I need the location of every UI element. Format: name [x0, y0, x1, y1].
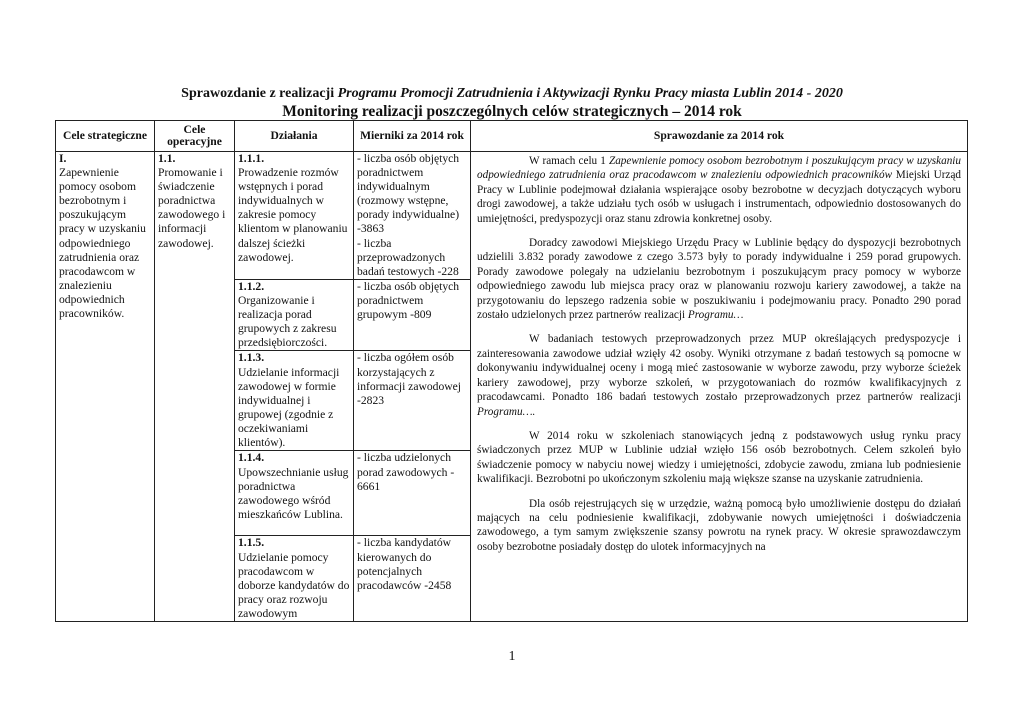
action-number: 1.1.1. — [238, 152, 265, 165]
operational-goal-number: 1.1. — [158, 152, 176, 165]
report-paragraph-1: W ramach celu 1 Zapewnienie pomocy osobom bezrobotnym i poszukującym pracy w uzyskaniu odpowiedniego zatrudnienia oraz pracodawcom w znalezieniu odpowiednich pracowników Miejski Urząd Pracy w Lublinie podejmował działania wspierające osoby bezrobotne w decyzjach dotyczących wyboru drogi zawodowej, a także udziału tych osób w usługach i instrumentach, odpowiednio dostosowanych do umiejętności, predyspozycji oraz stanu zdrowia konkretnej osoby. — [477, 155, 962, 225]
indicator-text: - liczba osób objętych poradnictwem grupowym -809 — [357, 280, 460, 322]
report-paragraph-2: Doradcy zawodowi Miejskiego Urzędu Pracy w Lublinie będący do dyspozycji bezrobotnych udzielili 3.832 porady zawodowe z czego 3.573 były to porady indywidualne i 259 porad grupowych. Porady zawodowe polegały na udzielaniu bezrobotnym i poszukującym pracy pomocy w wyborze odpowiedniego zawodu lub miejsca pracy oraz w planowaniu rozwoju kariery zawodowej, a także na przygotowaniu do lepszego radzenia sobie w poszukiwaniu i podejmowaniu pracy. Ponadto 290 porad zostało udzielonych przez partnerów realizacji Programu… — [477, 237, 961, 322]
action-text: Udzielanie pomocy pracodawcom w doborze kandydatów do pracy oraz rozwoju zawodowym — [238, 550, 350, 620]
action-cell — [235, 280, 354, 351]
title-text: Sprawozdanie z realizacji — [181, 86, 338, 101]
report-paragraph-3: W badaniach testowych przeprowadzonych przez MUP określających predyspozycje i zainteresowania zawodowe udział wzięły 42 osoby. Wyniki otrzymane z badań testowych są pomocne w dokonywaniu indywidualnej oceny i mogą mieć zastosowanie w wyborze zawodu, przy wyborze ścieżek kariery zawodowej, przy wyborze szkoleń, w przygotowaniach do rozmów kwalifikacyjnych z pracodawcami. Ponadto 186 badań testowych zostało przeprowadzonych przez partnerów realizacji Programu…. — [477, 333, 961, 418]
action-text: Organizowanie i realizacja porad grupowych z zakresu przedsiębiorczości. — [238, 294, 337, 350]
header-actions: Działania — [235, 121, 354, 152]
report-cell — [471, 152, 968, 622]
indicator-text: - liczba ogółem osób korzystających z informacji zawodowej -2823 — [357, 351, 461, 407]
indicator-text: - liczba udzielonych porad zawodowych - 6661 — [357, 451, 455, 493]
indicator-cell — [354, 152, 471, 280]
report-title — [0, 86, 1024, 102]
action-number: 1.1.5. — [238, 536, 265, 550]
operational-goal-text: Promowanie i świadczenie poradnictwa zawodowego i informacji zawodowej. — [158, 166, 226, 250]
indicator-cell — [354, 280, 471, 351]
action-number: 1.1.3. — [238, 351, 265, 365]
header-operational-goals: Cele operacyjne — [155, 121, 235, 152]
title-program-name: Programu Promocji Zatrudnienia i Aktywizacji Rynku Pracy miasta Lublin 2014 - 2020 — [337, 86, 843, 101]
report-subtitle: Monitoring realizacji poszczególnych celów strategicznych – 2014 rok — [282, 103, 742, 120]
header-report: Sprawozdanie za 2014 rok — [471, 121, 968, 152]
action-cell — [235, 152, 354, 280]
indicator-cell — [354, 451, 471, 536]
action-number: 1.1.2. — [238, 280, 265, 293]
indicator-text: - liczba osób objętych poradnictwem indywidualnym (rozmowy wstępne, porady indywidualne) -3863 - liczba przeprowadzonych badań testowych -228 — [357, 152, 460, 278]
action-number: 1.1.4. — [238, 451, 265, 465]
action-cell — [235, 536, 354, 622]
header-indicators: Mierniki za 2014 rok — [354, 121, 471, 152]
report-paragraph-5: Dla osób rejestrujących się w urzędzie, ważną pomocą było umożliwienie dostępu do działań mających na celu podniesienie kwalifikacji, zdobywanie nowych umiejętności i doświadczenia zawodowego, a tym samym zwiększenie szansy powrotu na rynek pracy. W okresie sprawozdawczym osoby bezrobotne posiadały dostęp do ulotek informacyjnych na — [477, 497, 961, 553]
action-text: Prowadzenie rozmów wstępnych i porad indywidualnych w zakresie pomocy klientom w planowaniu dalszej ścieżki zawodowej. — [238, 166, 348, 264]
strategic-goal-number: I. — [59, 152, 67, 165]
action-cell — [235, 351, 354, 451]
action-text: Udzielanie informacji zawodowej w formie indywidualnej i grupowej (zgodnie z oczekiwaniami klientów). — [238, 365, 340, 450]
strategic-goal-text: Zapewnienie pomocy osobom bezrobotnym i poszukującym pracy w uzyskaniu odpowiedniego zatrudnienia oraz pracodawcom w znalezieniu odpowiednich pracowników. — [59, 166, 146, 321]
indicator-cell — [354, 536, 471, 622]
strategic-goal-cell — [56, 152, 155, 622]
action-text: Upowszechnianie usług poradnictwa zawodowego wśród mieszkańców Lublina. — [238, 465, 349, 521]
page-number: 1 — [508, 649, 516, 664]
indicator-cell — [354, 351, 471, 451]
monitoring-table — [55, 120, 968, 622]
header-strategic-goals: Cele strategiczne — [56, 121, 155, 152]
report-paragraph-4: W 2014 roku w szkoleniach stanowiących jedną z podstawowych usług rynku pracy świadczonych przez MUP w Lublinie udział wzięło 156 osób bezrobotnych. Celem szkoleń było świadczenie pomocy w nabyciu nowej wiedzy i umiejętności, zdobycie zawodu, zmiana lub podniesienie kwalifikacji. Bezrobotni po ukończonym szkoleniu mają większe szanse na uzyskanie zatrudnienia. — [477, 429, 961, 486]
action-cell — [235, 451, 354, 536]
indicator-text: - liczba kandydatów kierowanych do potencjalnych pracodawców -2458 — [357, 536, 452, 592]
operational-goal-cell — [155, 152, 235, 622]
